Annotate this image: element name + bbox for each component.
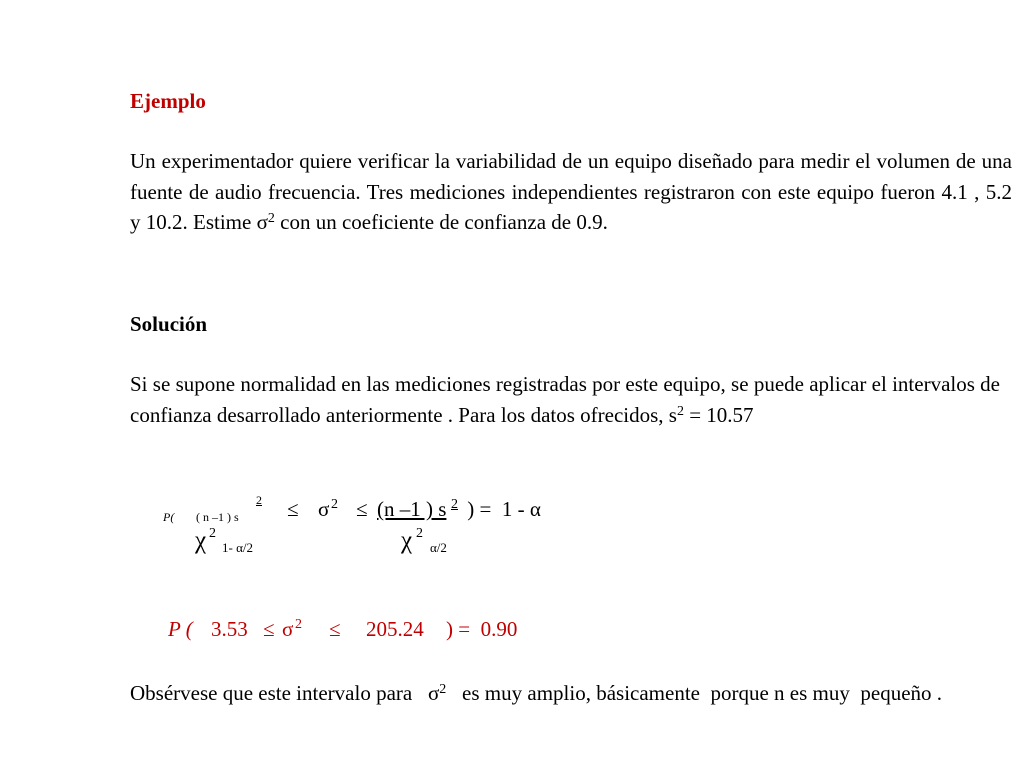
solution-heading: Solución <box>130 312 208 336</box>
formula-p-open: P( <box>163 510 175 524</box>
s-exponent: 2 <box>676 403 684 419</box>
result-upper-bound: 205.24 <box>366 617 424 641</box>
observation-text-b: es muy amplio, básicamente porque n es muy pequeño . <box>446 681 943 705</box>
result-p-open: P ( <box>168 617 193 641</box>
result-lower-bound: 3.53 <box>211 617 248 641</box>
example-text-b: con un coeficiente de confianza de 0.9. <box>274 210 608 234</box>
formula-le-2: ≤ <box>356 497 368 521</box>
result-equals-value: ) = 0.90 <box>446 617 518 641</box>
solution-text-a: Si se supone normalidad en las mediciones registradas por este equipo, se puede aplicar el intervalos de confianza desarrollado anteriormente . Para los datos ofrecidos, s <box>130 372 1000 427</box>
formula-chi-right: χ <box>401 527 413 554</box>
formula-right-numerator-exponent: 2 <box>451 497 458 512</box>
result-sigma-exponent: 2 <box>295 617 302 632</box>
formula-equals-one-minus-alpha: ) = 1 - α <box>462 497 541 521</box>
formula-sigma: σ <box>318 497 330 521</box>
solution-text-b: = 10.57 <box>683 402 754 427</box>
example-paragraph <box>130 146 1012 238</box>
result-le-1: ≤ <box>263 617 275 641</box>
formula-chi-right-subscript: α/2 <box>430 540 447 555</box>
formula-left-numerator: ( n –1 ) s <box>196 510 239 524</box>
formula-chi-left: χ <box>195 527 207 554</box>
formula-chi-left-subscript: 1- α/2 <box>222 540 254 555</box>
formula-chi-left-exponent: 2 <box>209 526 216 541</box>
formula-chi-right-exponent: 2 <box>416 526 423 541</box>
result-sigma: σ <box>282 617 294 641</box>
observation-sigma-exponent: 2 <box>439 682 447 697</box>
example-text-a: Un experimentador quiere verificar la variabilidad de un equipo diseñado para medir el volumen de una fuente de audio frecuencia. Tres mediciones independientes registraron con este equipo fueron 4.1 , 5.2 y 10.2. Estime <box>130 149 1012 234</box>
formula-right-numerator: (n –1 ) s <box>377 497 447 521</box>
formula-left-numerator-exponent: 2 <box>256 493 262 507</box>
sigma-exponent: 2 <box>267 211 275 226</box>
observation-paragraph <box>130 678 1002 709</box>
example-heading: Ejemplo <box>130 89 206 113</box>
formula-sigma-exponent: 2 <box>331 497 338 512</box>
observation-text-a: Obsérvese que este intervalo para <box>130 681 428 705</box>
solution-paragraph <box>130 369 1000 430</box>
result-le-2: ≤ <box>329 617 341 641</box>
sigma-symbol: σ <box>256 210 268 234</box>
formula-le-1: ≤ <box>287 497 299 521</box>
observation-sigma: σ <box>427 681 440 705</box>
